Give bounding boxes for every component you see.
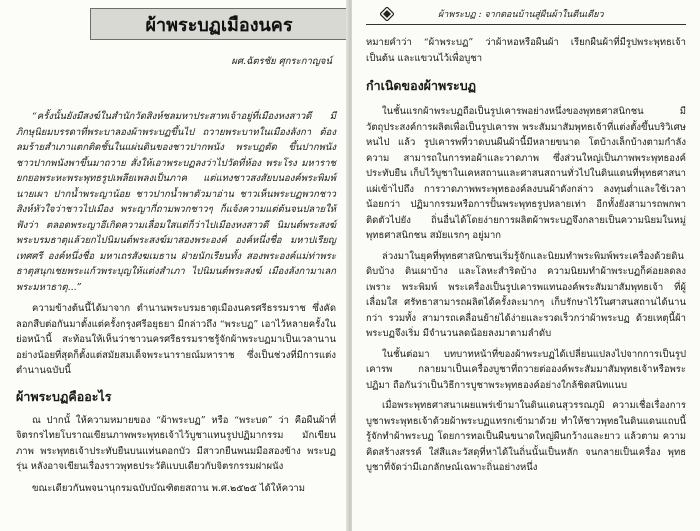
running-header xyxy=(366,4,686,25)
paragraph-intro: ความข้างต้นนี้ได้มาจาก ตำนานพระบรมธาตุเมืองนครศรีธรรมราช ซึ่งคัด ลอกสืบต่อกันมาตั้งแต่ครั้งกรุงศรีอยุธยา มีกล่าวถึง “พระบฏ” เอาไว้หลายครั้งใน ย่อหน้านี้ สะท้อนให้เห็นว่าชาวนครศรีธรรมราชรู้จักผ้าพระบฏมาเป็นเวลานาน อย่างน้อยที่สุดก็ตั้งแต่สมัยสมเด็จพระนารายณ์มหาราช ซึ่งเป็นช่วงที่มีการแต่ง ตำนานฉบับนี้ xyxy=(16,303,336,376)
section-heading-origin: กำเนิดของผ้าพระบฏ xyxy=(366,78,477,93)
paragraph-suvarnabhumi: เมื่อพระพุทธศาสนาเผยแพร่เข้ามาในดินแดนสุวรรณภูมิ ความเชื่อเรื่องการ บูชาพระพุทธเจ้าด้วยผ้าพระบฏแทรกเข้ามาด้วย ทำให้ชาวพุทธในดินแดนแถบนี้ รู้จักทำผ้าพระบฏ โดยการทอเป็นผืนขนาดใหญ่ผืนกว้างและยาว แล้วตาม ความคิดสร้างสรรค์ ใส่สีและวัสดุที่หาได้ในถิ่นนั้นเป็นหลัก จนกลายเป็นเครื่อง พุทธบูชาที่จัดว่ามีเอกลักษณ์เฉพาะถิ่นอย่างหนึ่ง xyxy=(366,400,686,473)
opening-quote: “ครั้งนั้นยังมีสงฆ์ในสำนักวัดสิงห์ชลมหาประสาทเจ้าอยู่ที่เมืองหงสาวดี มีภิกษุนิยมบรรดาที่พระบาลองผ้าพระบฏขึ้นไป ถวายพระบาทในเมืองลังกา ต้องลมร้ายสำเภาแตกติดชั้นในแผ่นดินของชาวปากพนัง พระบฏตัด ขึ้นปากพนัง ชาวปากพนังพาขึ้นมาถวาย สั่งให้เอาพระบฏลงว่าไปวัดที่ห้อง พระโรง มหาราชยกยอพระหะพระพุทธรูปเพลียเพลงเป็นภาค แต่แทงชาวสงสัยบนองค์พระพิมพ์นายเผา ปากน้ำพระญาน้อย ชาวปากน้ำพาตัวมาอ่าน ชาวเห็นพระบฏพวกชาวสิงห์หัวใจว่าชาวไปเมือง พระญากี่ถามพวกชาวๆ ก็แจ้งความแต่ต้นจนปลายให้ฟังว่า ตลอดพระญาอีเกิดความเลื่อมใสแต่ก็ว่าไปเมืองหงสาวดี นิมนต์พระสงฆ์พระบรมธาตุแล้วยกไปนิมนต์พระสงฆ์มาสองพระองค์ องค์หนึ่งชื่อ มหาปเรียญเทศศรี องค์หนึ่งชื่อ มหาเถรสังฆเมธาน ฝ่ายนักเรียนทั้ง สองพระองค์แม่ท่าพระธาตุสนุกเชยพระแก้วพระบุญให้แต่งสำเภา ไปนิมนต์พระสงฆ์ เมืองลังกามาเลกพระมหาธาตุ...” xyxy=(16,111,336,293)
paragraph-amulets: ล่วงมาในยุคที่พุทธศาสนิกชนเริ่มรู้จักและนิยมทำพระพิมพ์พระเครื่องด้วยดิน ดิบบ้าง ดินเผาบ้าง และโลหะสำริดบ้าง ความนิยมทำผ้าพระบฏก็ค่อยลดลง เพราะ พระพิมพ์ พระเครื่องเป็นรูปเคารพแทนองค์พระสัมมาสัมพุทธเจ้า ที่ผู้เลื่อมใส ศรัทธาสามารถผลิตได้ครั้งละมากๆ เก็บรักษาไว้ในศาสนสถานได้นานกว่า รวมทั้ง สามารถเคลื่อนย้ายได้ง่ายและรวดเร็วกว่าผ้าพระบฏ ด้วยเหตุนี้ผ้าพระบฏจึงเริ่ม มีจำนวนลดน้อยลงมาตามลำดับ xyxy=(366,250,686,339)
article-title: ผ้าพระบฏเมืองนคร xyxy=(90,8,348,40)
paragraph-dictionary-cont: หมายคำว่า “ผ้าพระบฏ” ว่าผ้าหอหรือผืนผ้า เรียกผืนผ้าที่มีรูปพระพุทธเจ้าเป็นต้น และแขวนไว้เพื่อบูชา xyxy=(366,37,686,64)
running-header-text: ผ้าพระบฏ : จากตอนบ้านสู่ผืนผ้าในตีนเดียว xyxy=(438,10,604,20)
paragraph-origin: ในชั้นแรกผ้าพระบฏถือเป็นรูปเคารพอย่างหนึ่งของพุทธศาสนิกชน มี วัตถุประสงค์การผลิตเพื่อเป็นรูปเคารพ พระสัมมาสัมพุทธเจ้าที่แต่งตั้งขึ้นบริวิเศษหนไป แล้ว รูปเคารพที่วาดบนผืนผ้านี้มีหลายขนาด โตบ้างเล็กบ้างตามกำลังความ สามารถในการทอผ้าและวาดภาพ ซึ่งส่วนใหญ่เป็นภาพพระพุทธองค์ประทับยืน เก็บไว้บูชาในเคหสถานและศาสนสถานทั่วไปในดินแดนที่พุทธศาสนาแผ่เข้าไปถึง การวาดภาพพระพุทธองค์ลงบนผ้าดังกล่าว ลงทุนต่ำและใช้เวลาน้อยกว่า ปฏิมากรรมหรือการปั้นพระพุทธรูปหลายเท่า อีกทั้งยังสามารถพกพาติดตัวไปยัง ถิ่นอื่นได้โดยง่ายการผลิตผ้าพระบฏจึงกลายเป็นความนิยมในหมู่พุทธศาสนิกชน สมัยแรกๆ อยู่มาก xyxy=(366,106,686,241)
paragraph-role-change: ในชั้นต่อมา บทบาทหน้าที่ของผ้าพระบฏได้เปลี่ยนแปลงไปจากการเป็นรูป เคารพ กลายมาเป็นเครื่องบูชาที่ถวายต่อองค์พระสัมมาสัมพุทธเจ้าหรือพระปฏิมา ถือกันว่าเป็นวิธีการบูชาพระพุทธองค์อย่างใกล้ชิดสนิทแนบ xyxy=(366,348,686,391)
diamond-ornament-icon xyxy=(380,7,394,21)
paragraph-definition: ณ ปากนั้ ให้ความหมายของ “ผ้าพระบฏ” หรือ “พระบด” ว่า คือผืนผ้าที่ จิตรกรไทยโบราณเขียนภาพพระพุทธเจ้าไว้บูชาแทนรูปปฏิมากรรม มักเขียนภาพ พระพุทธเจ้าประทับยืนบนแท่นดอกบัว มีสาวกยืนพนมมือสองข้าง พระบฏรุ่น หลังอาจเขียนเรื่องราวพุทธประวัติแบบเดียวกับจิตรกรรมฝาผนัง xyxy=(16,414,336,472)
section-heading-what-is: ผ้าพระบฏคืออะไร xyxy=(16,388,112,404)
article-author: ผศ.ฉัตรชัย ศุกระกาญจน์ xyxy=(231,56,332,67)
paragraph-dictionary: ขณะเดียวกันพจนานุกรมฉบับบัณฑิตยสถาน พ.ศ.๒๕๒๕ ได้ให้ความ xyxy=(32,482,306,494)
right-page xyxy=(352,0,700,531)
